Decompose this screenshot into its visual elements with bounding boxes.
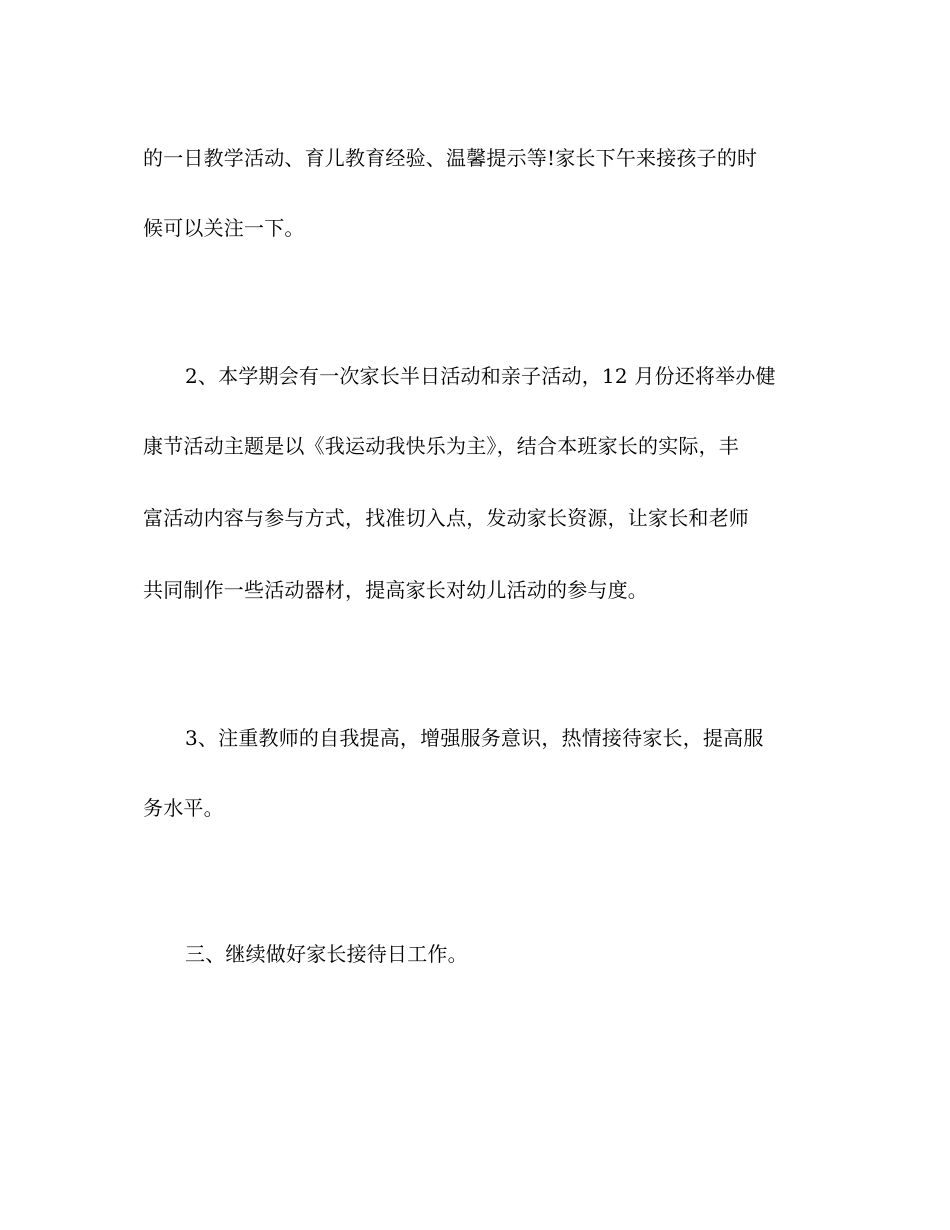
paragraph-1-line-1: 的一日教学活动、育儿教育经验、温馨提示等!家长下午来接孩子的时 — [143, 146, 758, 170]
paragraph-1-line-2: 候可以关注一下。 — [143, 216, 305, 240]
paragraph-2-line-1: 2、本学期会有一次家长半日活动和亲子活动，12 月份还将举办健 — [185, 364, 776, 388]
paragraph-3-line-2: 务水平。 — [143, 796, 224, 820]
paragraph-2-line-2: 康节活动主题是以《我运动我快乐为主》，结合本班家长的实际，丰 — [143, 434, 739, 458]
paragraph-3-line-1: 3、注重教师的自我提高，增强服务意识，热情接待家长，提高服 — [185, 726, 764, 750]
paragraph-2-line-4: 共同制作一些活动器材，提高家长对幼儿活动的参与度。 — [143, 578, 648, 602]
paragraph-2-line-3: 富活动内容与参与方式，找准切入点，发动家长资源，让家长和老师 — [143, 506, 749, 530]
section-heading-3: 三、继续做好家长接待日工作。 — [185, 942, 468, 966]
